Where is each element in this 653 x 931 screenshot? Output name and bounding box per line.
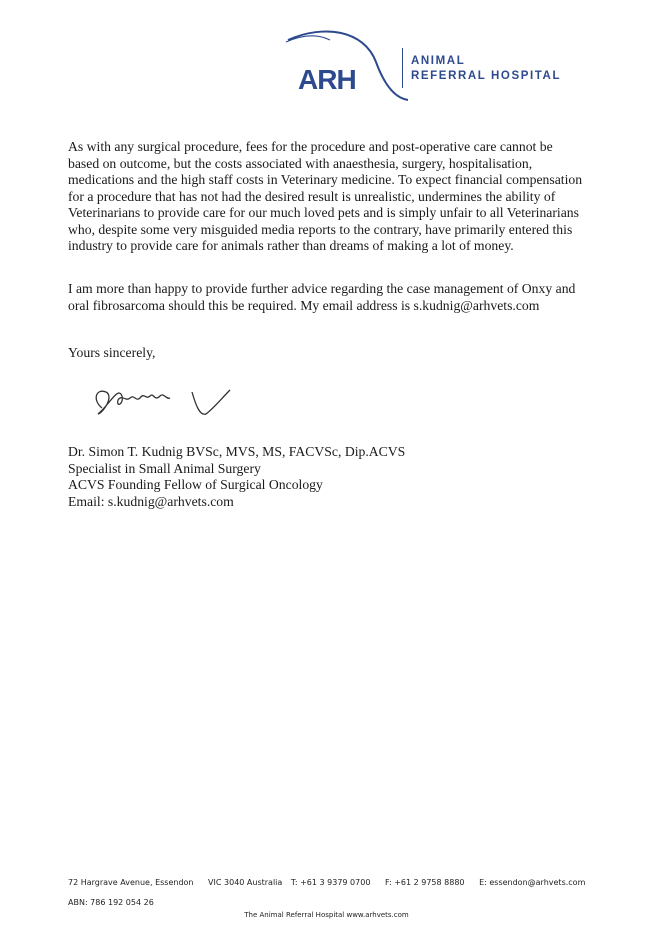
footer-abn: ABN: 786 192 054 26 (68, 898, 154, 907)
signatory-title-1: Specialist in Small Animal Surgery (68, 460, 261, 476)
footer-address: 72 Hargrave Avenue, Essendon (68, 878, 194, 887)
handwritten-signature (88, 378, 238, 422)
signatory-email: Email: s.kudnig@arhvets.com (68, 493, 234, 509)
signatory-name: Dr. Simon T. Kudnig BVSc, MVS, MS, FACVSc, Dip.ACVS (68, 444, 406, 459)
hospital-name-line1: ANIMAL (411, 55, 466, 67)
hospital-name-line2: REFERRAL HOSPITAL (411, 69, 562, 82)
footer-website: The Animal Referral Hospital www.arhvets.com (244, 911, 409, 919)
body-paragraph-2: I am more than happy to provide further advice regarding the case management of Onxy and oral fibrosarcoma should this be required. My email address is s.kudnig@arhvets.com (68, 281, 576, 313)
signatory-title-2: ACVS Founding Fellow of Surgical Oncology (68, 477, 323, 492)
footer-email: E: essendon@arhvets.com (479, 878, 586, 887)
logo-divider (402, 48, 403, 88)
footer-state: VIC 3040 Australia (208, 878, 283, 887)
footer-fax: F: +61 2 9758 8880 (384, 878, 465, 887)
signature-block (68, 444, 405, 510)
logo-mark: ARH (298, 64, 356, 95)
footer-phone: T: +61 3 9379 0700 (290, 878, 371, 887)
letterhead-logo (284, 26, 614, 106)
body-paragraph-1: As with any surgical procedure, fees for the procedure and post-operative care cannot be based on outcome, but the costs associated with anaesthesia, surgery, hospitalisation, medications and the high staff costs in Veterinary medicine. To expect financial compensation for a procedure that has not had the desired result is unrealistic, undermines the ability of Veterinarians to provide care for our much loved pets and is simply unfair to all Veterinarians who, despite some very misguided media reports to the contrary, have primarily entered this industry to provide care for animals rather than dreams of making a lot of money. (68, 139, 583, 253)
closing-salutation: Yours sincerely, (68, 345, 156, 360)
footer-contact (68, 878, 585, 887)
hospital-name (411, 54, 561, 83)
